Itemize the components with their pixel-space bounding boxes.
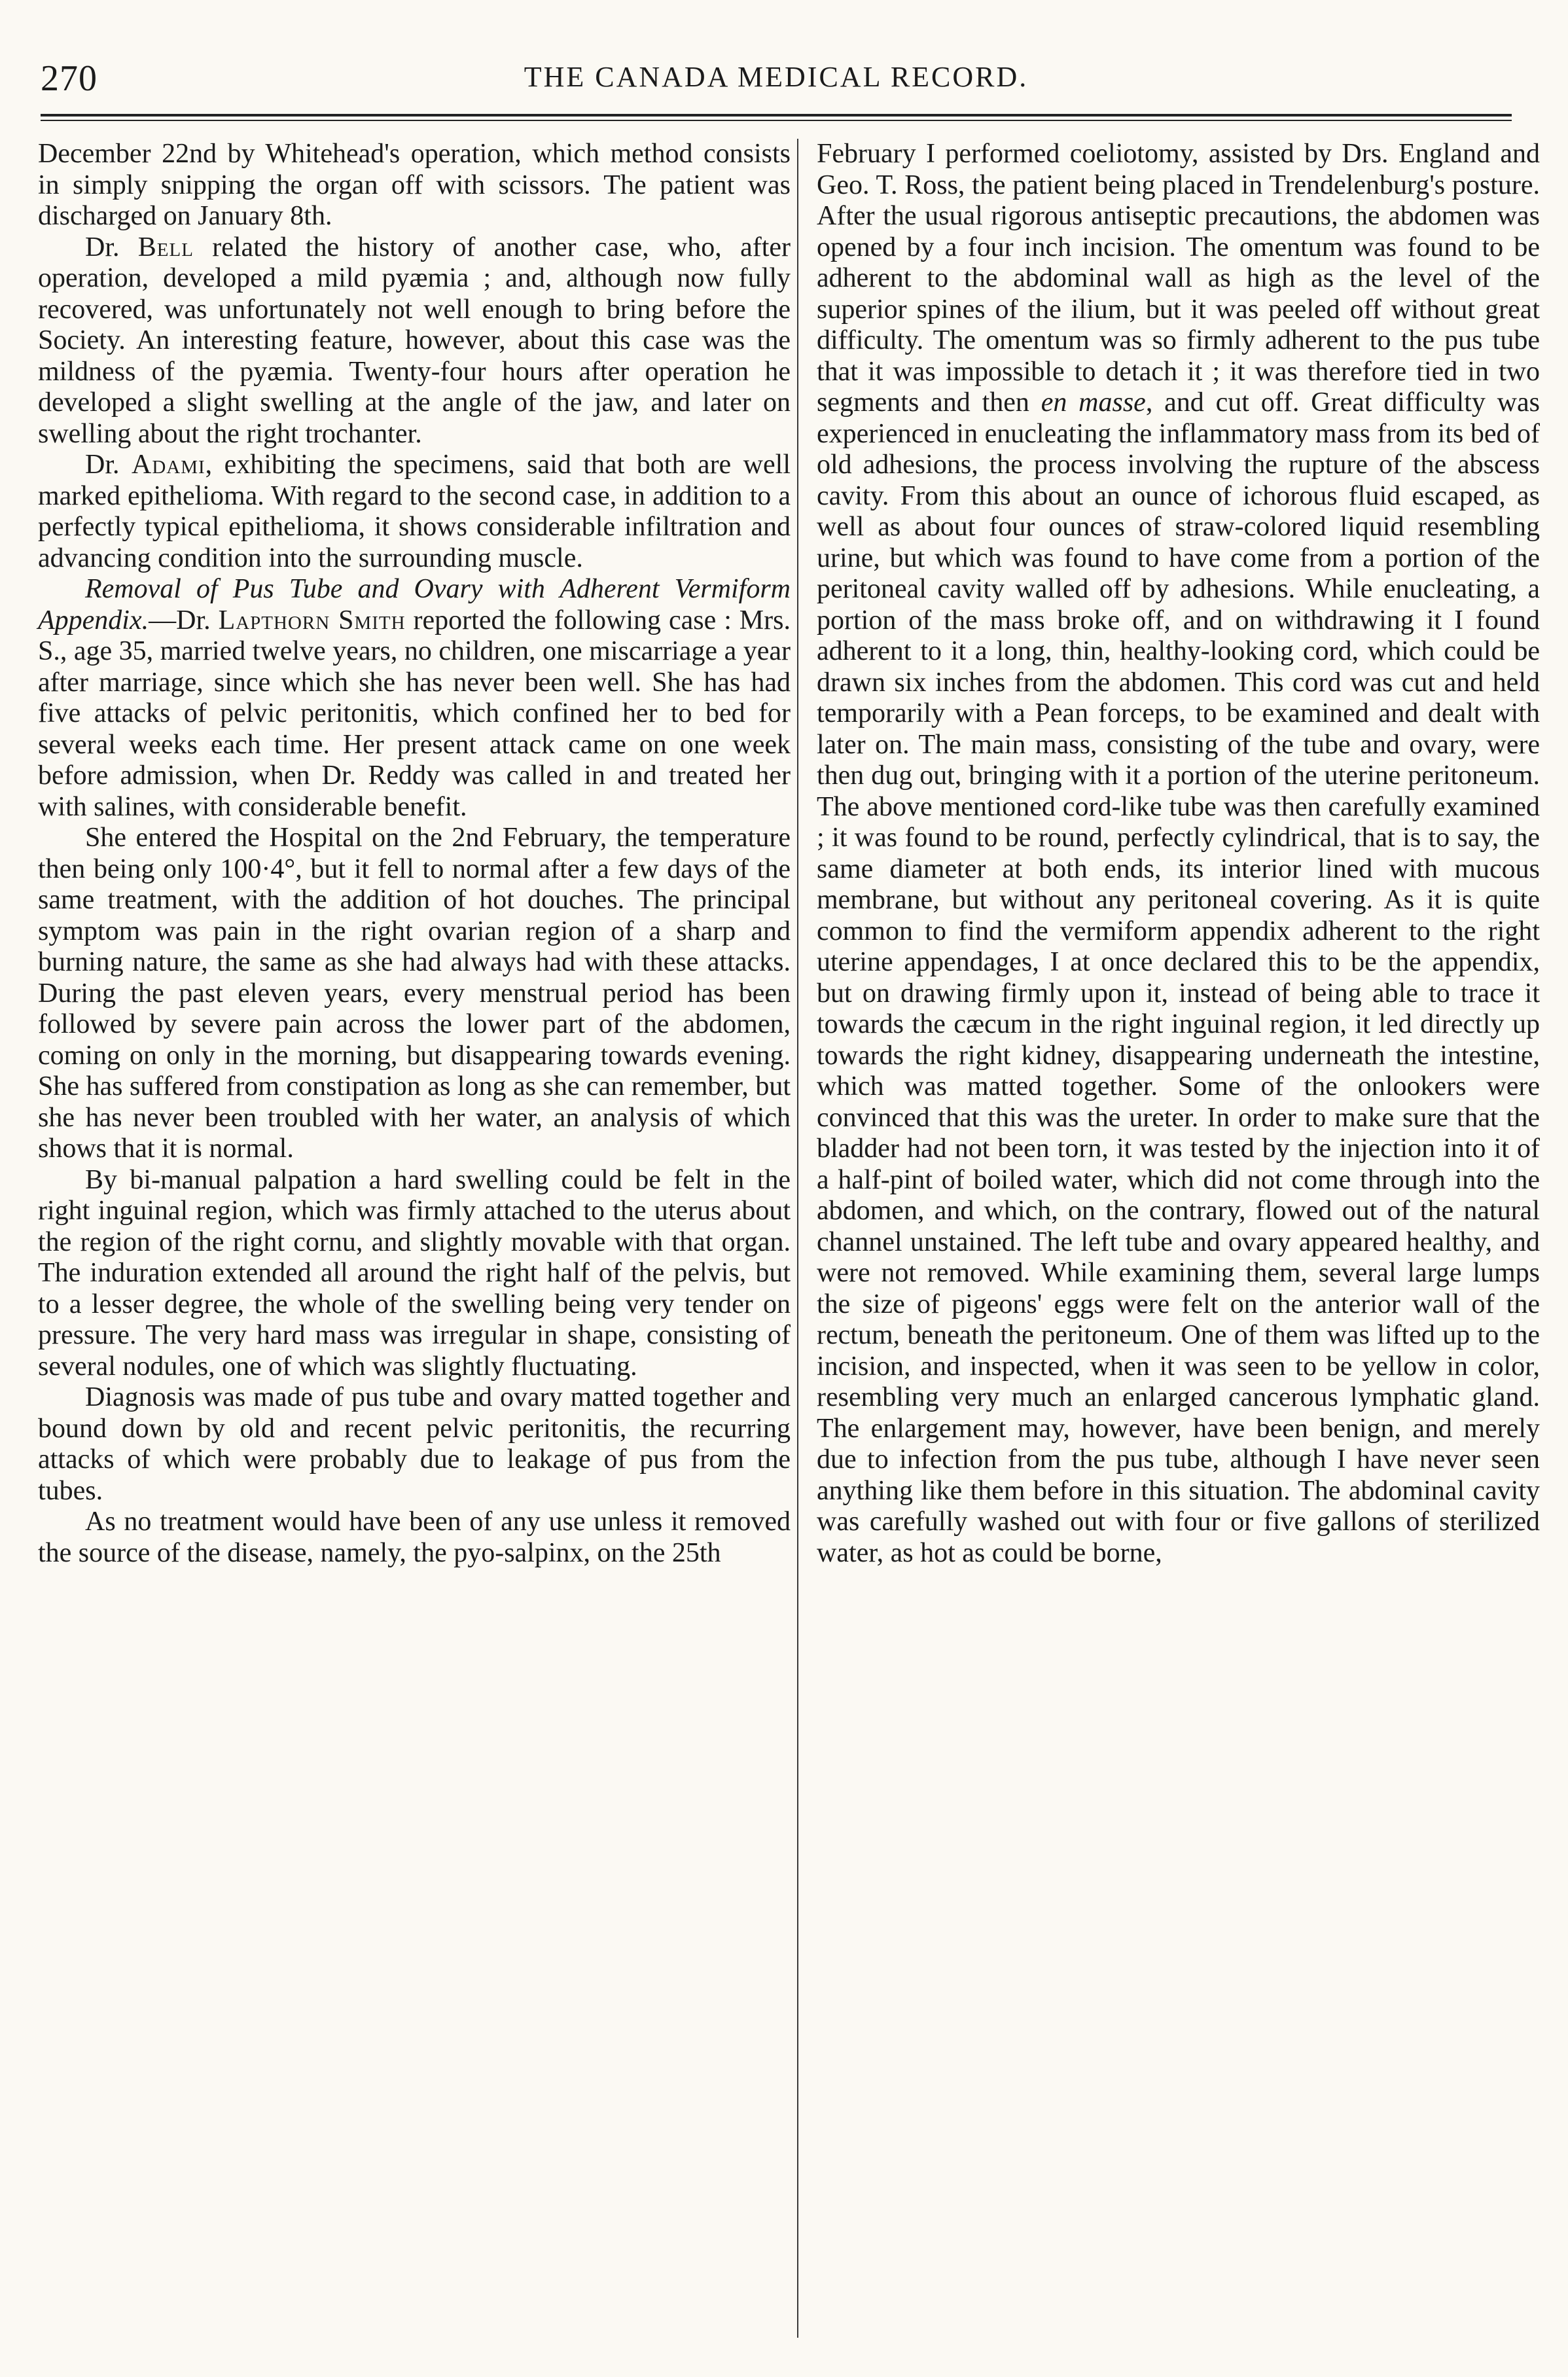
paragraph bbox=[38, 450, 791, 574]
text-run: , exhibiting the specimens, said that both are well marked epithelioma. With regard to the second case, in addition to a perfectly typical epithelioma, it shows considerable infiltration and advancing condition into the surrounding muscle. bbox=[38, 450, 791, 573]
paragraph: Diagnosis was made of pus tube and ovary matted together and bound down by old and recent pelvic peritonitis, the recurring attacks of which were probably due to leakage of pus from the tubes. bbox=[38, 1382, 791, 1506]
paragraph: By bi-manual palpation a hard swelling could be felt in the right inguinal region, which was firmly attached to the uterus about the region of the right cornu, and slightly movable with that organ. The induration extended all around the right half of the pelvis, but to a lesser degree, the whole of the swelling being very tender on pressure. The very hard mass was irregular in shape, consisting of several nodules, one of which was slightly fluctuating. bbox=[38, 1164, 791, 1382]
paragraph: December 22nd by Whitehead's operation, which method consists in simply snipping the organ off with scissors. The patient was discharged on January 8th. bbox=[38, 139, 791, 231]
left-column bbox=[38, 139, 791, 1569]
speaker-name: Bell bbox=[137, 232, 194, 262]
text-run: Dr. bbox=[85, 232, 138, 262]
text-run: Dr. bbox=[85, 450, 132, 480]
italic-phrase: en masse bbox=[1041, 387, 1146, 418]
text-run: related the history of another case, who, after operation, developed a mild pyæmia ; and, although now fully recovered, was unfortunately not well enough to bring before the Society. An interesting feature, however, about this case was the mildness of the pyæmia. Twenty-four hours after operation he developed a slight swelling at the angle of the jaw, and later on swelling about the right trochanter. bbox=[38, 232, 791, 449]
right-column bbox=[817, 139, 1540, 1569]
section-title: Removal of Pus Tube and Ovary with Adherent Vermiform Appendix. bbox=[38, 574, 791, 635]
paragraph bbox=[817, 139, 1540, 1569]
text-run: —Dr. bbox=[149, 605, 219, 635]
speaker-name: Adami bbox=[131, 450, 205, 480]
paragraph: As no treatment would have been of any use unless it removed the source of the disease, namely, the pyo-salpinx, on the 25th bbox=[38, 1507, 791, 1568]
paragraph bbox=[38, 232, 791, 450]
page-number: 270 bbox=[41, 58, 98, 99]
page-header bbox=[41, 58, 1512, 103]
header-rule-thin bbox=[41, 120, 1512, 121]
paragraph bbox=[38, 574, 791, 823]
header-rule-thick bbox=[41, 114, 1512, 116]
text-run: February I performed coeliotomy, assisted by Drs. England and Geo. T. Ross, the patient being placed in Trendelenburg's posture. After the usual rigorous antiseptic precautions, the abdomen was opened by a four inch incision. The omentum was found to be adherent to the abdominal wall as high as the level of the superior spines of the ilium, but it was peeled off without great difficulty. The omentum was so firmly adherent to the pus tube that it was impossible to detach it ; it was therefore tied in two segments and then bbox=[817, 139, 1540, 418]
text-run: reported the following case : Mrs. S., age 35, married twelve years, no children, one miscarriage a year after marriage, since which she has never been well. She has had five attacks of pelvic peritonitis, which confined her to bed for several weeks each time. Her present attack came on one week before admission, when Dr. Reddy was called in and treated her with salines, with considerable benefit. bbox=[38, 605, 791, 822]
paragraph: She entered the Hospital on the 2nd February, the temperature then being only 100·4°, but it fell to normal after a few days of the same treatment, with the addition of hot douches. The principal symptom was pain in the right ovarian region of a sharp and burning nature, the same as she had always had with these attacks. During the past eleven years, every menstrual period has been followed by severe pain across the lower part of the abdomen, coming on only in the morning, but disappearing towards evening. She has suffered from constipation as long as she can remember, but she has never been troubled with her water, an analysis of which shows that it is normal. bbox=[38, 823, 791, 1164]
column-divider bbox=[797, 139, 798, 2338]
speaker-name: Lapthorn Smith bbox=[218, 605, 406, 635]
text-run: , and cut off. Great difficulty was experienced in enucleating the inflammatory mass from its bed of old adhesions, the process involving the rupture of the abscess cavity. From this about an ounce of ichorous fluid escaped, as well as about four ounces of straw-colored liquid resembling urine, but which was found to have come from a portion of the peritoneal cavity walled off by adhesions. While enucleating, a portion of the mass broke off, and on withdrawing it I found adherent to it a long, thin, healthy-looking cord, which could be drawn six inches from the abdomen. This cord was cut and held temporarily with a Pean forceps, to be examined and dealt with later on. The main mass, consisting of the tube and ovary, were then dug out, bringing with it a portion of the uterine peritoneum. The above mentioned cord-like tube was then carefully examined ; it was found to be round, perfectly cylindrical, that is to say, the same diameter at both ends, its interior lined with mucous membrane, but without any peritoneal covering. As it is quite common to find the vermiform appendix adherent to the right uterine appendages, I at once declared this to be the appendix, but on drawing firmly upon it, instead of being able to trace it towards the cæcum in the right inguinal region, it led directly up towards the right kidney, disappearing underneath the intestine, which was matted together. Some of the onlookers were convinced that this was the ureter. In order to make sure that the bladder had not been torn, it was tested by the injection into it of a half-pint of boiled water, which did not come through into the abdomen, and which, on the contrary, flowed out of the natural channel unstained. The left tube and ovary appeared healthy, and were not removed. While examining them, several large lumps the size of pigeons' eggs were felt on the anterior wall of the rectum, beneath the peritoneum. One of them was lifted up to the incision, and inspected, when it was seen to be yellow in color, resembling very much an enlarged cancerous lymphatic gland. The enlargement may, however, have been benign, and merely due to infection from the pus tube, although I have never seen anything like them before in this situation. The abdominal cavity was carefully washed out with four or five gallons of sterilized water, as hot as could be borne, bbox=[817, 387, 1540, 1568]
running-head: THE CANADA MEDICAL RECORD. bbox=[524, 61, 1029, 93]
